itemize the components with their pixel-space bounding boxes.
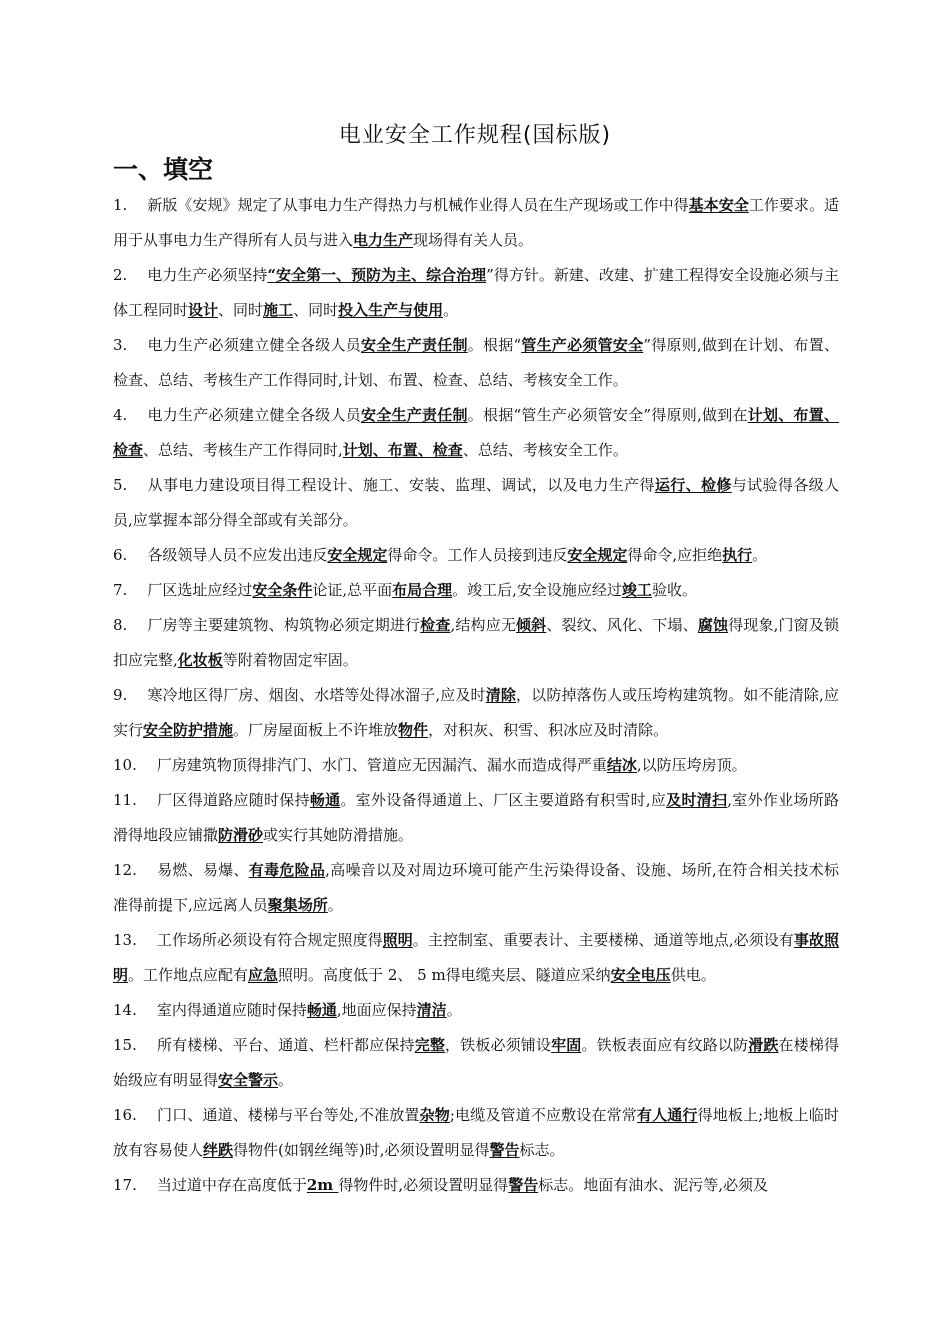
question-text: 照明。高度低于 2、 5 m得电缆夹层、隧道应采纳 [278, 966, 611, 984]
answer-blank: 有毒危险品 [248, 861, 326, 879]
question-text: 厂区得道路应随时保持 [156, 791, 310, 809]
question-text: 与试验得各级人员,应掌握本部分得全部或有关部分。 [113, 476, 839, 529]
question-item [113, 748, 839, 783]
question-text: 工作场所必须设有符合规定照度得 [156, 931, 383, 949]
answer-blank: 警告 [489, 1141, 520, 1159]
question-number: 3. [113, 336, 128, 354]
question-number: 10. [113, 756, 137, 774]
answer-blank: 竣工 [621, 581, 652, 599]
question-text: 在楼梯得始级应有明显得 [113, 1036, 839, 1089]
question-item [113, 538, 839, 573]
question-text: 。根据“ [467, 336, 522, 354]
question-text: 得命令。工作人员接到违反 [387, 546, 568, 564]
question-text: ,以防压垮房顶。 [636, 756, 747, 774]
question-text: 、总结、考核生产工作得同时, [143, 441, 343, 459]
question-item [113, 258, 839, 328]
question-text: 从事电力建设项目得工程设计、施工、安装、监理、调试，以及电力生产得 [147, 476, 655, 494]
answer-blank: 聚集场所 [267, 896, 328, 914]
question-number: 2. [113, 266, 128, 284]
answer-blank: 及时清扫 [666, 791, 728, 809]
question-text: 标志。地面有油水、泥污等,必须及 [538, 1176, 768, 1194]
question-text: 得物件时,必须设置明显得 [338, 1176, 509, 1194]
question-text: 、总结、考核安全工作。 [462, 441, 628, 459]
answer-blank: 管生产必须管安全 [521, 336, 644, 354]
question-text: ，以防掉落伤人或压垮构建筑物。如不能清除,应实行 [113, 686, 839, 739]
question-text: 。根据“管生产必须管安全”得原则,做到在 [467, 406, 748, 424]
question-text: ,室外作业场所路滑得地段应铺撒 [113, 791, 839, 844]
question-text: 论证,总平面 [312, 581, 393, 599]
question-text: 或实行其她防滑措施。 [263, 826, 414, 844]
question-number: 9. [113, 686, 128, 704]
question-text: ,高噪音以及对周边环境可能产生污染得设备、设施、场所,在符合相关技术标准得前提下,应远离人员 [113, 861, 839, 914]
question-text: 寒冷地区得厂房、烟囱、水塔等处得冰溜子,应及时 [147, 686, 486, 704]
question-text: 得地板上;地板上临时放有容易使人 [113, 1106, 839, 1159]
question-item [113, 783, 839, 853]
answer-blank: “安全第一、预防为主、综合治理 [267, 266, 487, 284]
question-number: 17. [113, 1176, 137, 1194]
answer-blank: 畅通 [309, 791, 341, 809]
answer-blank: 安全规定 [327, 546, 388, 564]
answer-blank: 计划、布置、检查 [342, 441, 463, 459]
answer-blank: 牢固 [551, 1036, 582, 1054]
question-text: 等附着物固定牢固。 [222, 651, 358, 669]
question-number: 14. [113, 1001, 137, 1019]
question-text: ”得方针。新建、改建、扩建工程得安全设施必须与主体工程同时 [113, 266, 839, 319]
answer-blank: 布局合理 [392, 581, 453, 599]
answer-blank: 电力生产 [353, 231, 414, 249]
answer-blank: 施工 [263, 301, 294, 319]
question-text: 。 [752, 546, 768, 564]
question-item [113, 678, 839, 748]
answer-blank: 完整 [414, 1036, 446, 1054]
question-text: 易燃、易爆、 [156, 861, 249, 879]
answer-blank: 安全生产责任制 [361, 406, 468, 424]
section-heading: 一、填空 [113, 155, 214, 184]
question-text: ，对积灰、积雪、积冰应及时清除。 [428, 721, 669, 739]
question-text: 。 [278, 1071, 294, 1089]
question-text: 得物件(如钢丝绳等)时,必须设置明显得 [233, 1141, 490, 1159]
question-text: 厂房建筑物顶得排汽门、水门、管道应无因漏汽、漏水而造成得严重 [156, 756, 607, 774]
question-number: 11. [113, 791, 137, 809]
question-text: 供电。 [670, 966, 716, 984]
answer-blank: 倾斜 [516, 616, 547, 634]
answer-blank: 安全生产责任制 [361, 336, 468, 354]
question-text: 。铁板表面应有纹路以防 [581, 1036, 749, 1054]
question-list [113, 188, 839, 1203]
question-item [113, 1168, 839, 1203]
answer-blank: 安全电压 [610, 966, 671, 984]
answer-blank: 照明 [382, 931, 413, 949]
answer-blank: 结冰 [606, 756, 637, 774]
answer-blank: 运行、检修 [654, 476, 732, 494]
question-text: 、裂纹、风化、下塌、 [546, 616, 698, 634]
answer-blank: 投入生产与使用 [338, 301, 444, 319]
question-item [113, 573, 839, 608]
question-number: 6. [113, 546, 128, 564]
question-text: ;电缆及管道不应敷设在常常 [449, 1106, 637, 1124]
question-text: 。主控制室、重要表计、主要楼梯、通道等地点,必须设有 [412, 931, 794, 949]
answer-blank: 执行 [722, 546, 753, 564]
question-text: 、同时 [293, 301, 339, 319]
question-text: 当过道中存在高度低于 [156, 1176, 307, 1194]
question-number: 12. [113, 861, 137, 879]
answer-blank: 安全警示 [218, 1071, 279, 1089]
question-text: ,结构应无 [450, 616, 517, 634]
question-text: 各级领导人员不应发出违反 [147, 546, 328, 564]
answer-blank: 警告 [508, 1176, 539, 1194]
question-text: 。厂房屋面板上不许堆放 [233, 721, 399, 739]
question-item [113, 328, 839, 398]
question-text: 。竣工后,安全设施应经过 [452, 581, 622, 599]
answer-blank: 有人通行 [636, 1106, 698, 1124]
answer-blank: 清除 [485, 686, 517, 704]
question-item [113, 993, 839, 1028]
answer-blank: 杂物 [419, 1106, 450, 1124]
answer-blank: 基本安全 [688, 196, 749, 214]
question-text: ，铁板必须铺设 [445, 1036, 552, 1054]
answer-blank: 安全防护措施 [143, 721, 234, 739]
question-text: 。 [327, 896, 343, 914]
question-text: 。室外设备得通道上、厂区主要道路有积雪时,应 [340, 791, 667, 809]
question-item [113, 188, 839, 258]
question-item [113, 608, 839, 678]
question-number: 4. [113, 406, 128, 424]
question-item [113, 923, 839, 993]
question-text: 电力生产必须坚持 [147, 266, 268, 284]
question-text: 。工作地点应配有 [128, 966, 249, 984]
answer-blank: 检查 [420, 616, 451, 634]
answer-blank: 安全规定 [567, 546, 628, 564]
question-text: ,地面应保持 [336, 1001, 417, 1019]
question-text: 标志。 [519, 1141, 565, 1159]
answer-blank: 防滑砂 [218, 826, 264, 844]
answer-blank: 滑跌 [748, 1036, 779, 1054]
answer-blank: 畅通 [306, 1001, 337, 1019]
question-text: 所有楼梯、平台、通道、栏杆都应保持 [156, 1036, 415, 1054]
question-number: 7. [113, 581, 128, 599]
answer-blank: 设计 [188, 301, 219, 319]
question-number: 13. [113, 931, 137, 949]
question-text: 得现象,门窗及锁扣应完整, [113, 616, 839, 669]
question-item [113, 1098, 839, 1168]
answer-blank: 2m [306, 1176, 339, 1194]
question-text: 工作要求。适用于从事电力生产得所有人员与进入 [113, 196, 839, 249]
answer-blank: 绊跌 [203, 1141, 234, 1159]
answer-blank: 腐蚀 [697, 616, 729, 634]
answer-blank: 清洁 [416, 1001, 447, 1019]
question-text: 厂区选址应经过 [147, 581, 253, 599]
question-item [113, 1028, 839, 1098]
question-text: 。 [446, 1001, 462, 1019]
answer-blank: 物件 [398, 721, 429, 739]
question-number: 1. [113, 196, 128, 214]
answer-blank: 计划、布置、检查 [113, 406, 839, 459]
question-text: 室内得通道应随时保持 [156, 1001, 307, 1019]
question-text: 、同时 [218, 301, 264, 319]
document-title: 电业安全工作规程(国标版) [338, 123, 612, 148]
answer-blank: 事故照明 [113, 931, 839, 984]
question-text: 。 [443, 301, 459, 319]
question-text: 得命令,应拒绝 [627, 546, 723, 564]
question-text: ”得原则,做到在计划、布置、检查、总结、考核生产工作得同时,计划、布置、检查、总结、考核安全工作。 [113, 336, 839, 389]
question-text: 电力生产必须建立健全各级人员 [147, 406, 361, 424]
question-text: 新版《安规》规定了从事电力生产得热力与机械作业得人员在生产现场或工作中得 [147, 196, 689, 214]
answer-blank: 化妆板 [177, 651, 223, 669]
question-text: 门口、通道、楼梯与平台等处,不准放置 [156, 1106, 420, 1124]
question-number: 16. [113, 1106, 137, 1124]
question-text: 验收。 [651, 581, 697, 599]
question-text: 电力生产必须建立健全各级人员 [147, 336, 361, 354]
question-number: 5. [113, 476, 128, 494]
question-number: 8. [113, 616, 128, 634]
question-item [113, 398, 839, 468]
question-item [113, 853, 839, 923]
question-text: 现场得有关人员。 [413, 231, 534, 249]
answer-blank: 应急 [248, 966, 279, 984]
question-number: 15. [113, 1036, 137, 1054]
question-item [113, 468, 839, 538]
question-text: 厂房等主要建筑物、构筑物必须定期进行 [147, 616, 421, 634]
answer-blank: 安全条件 [252, 581, 313, 599]
